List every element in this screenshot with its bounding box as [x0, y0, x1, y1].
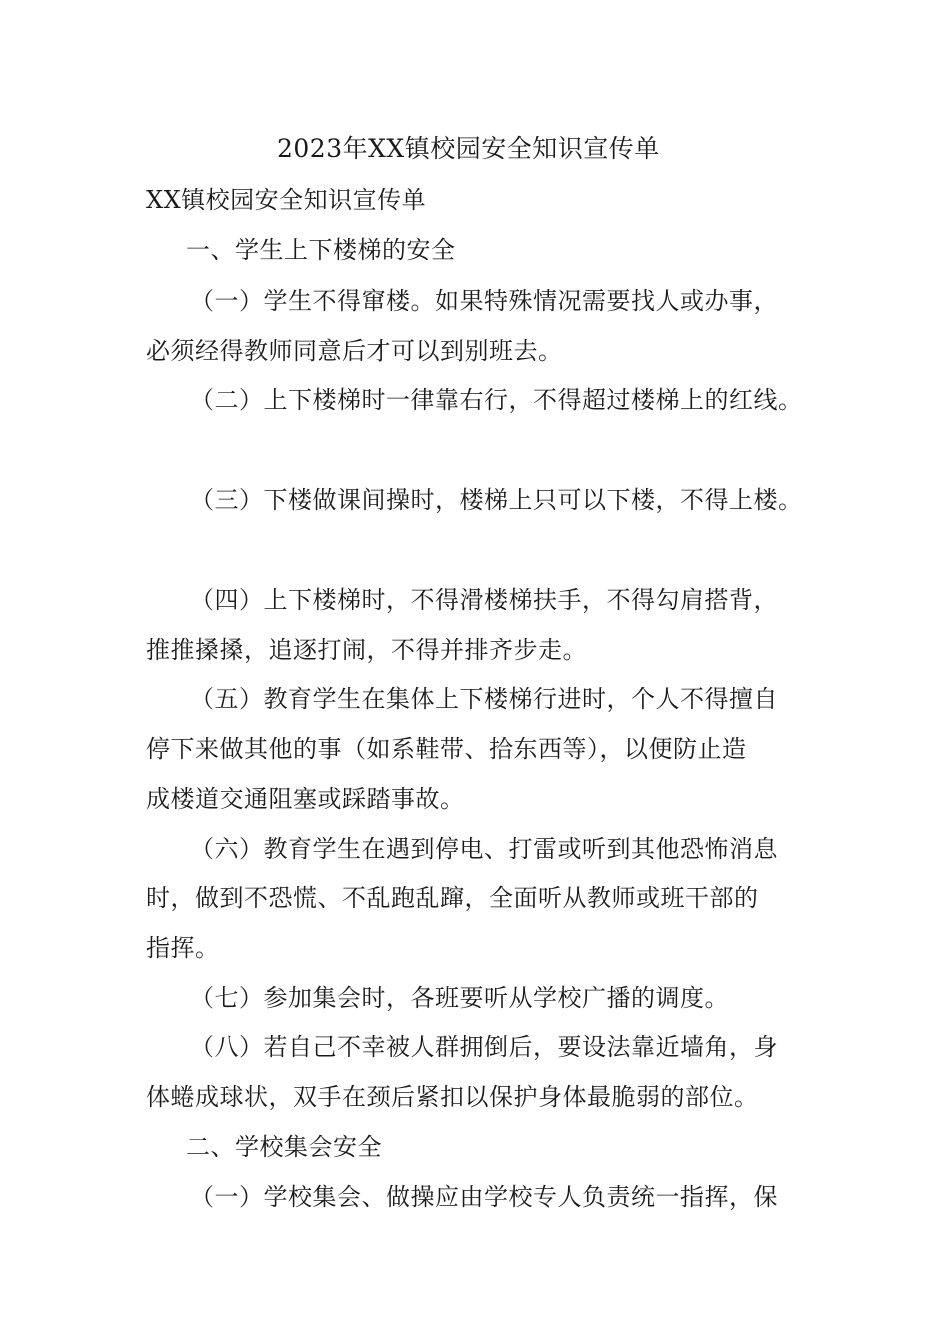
section1-item6-line1: （六）教育学生在遇到停电、打雷或听到其他恐怖消息 [190, 835, 778, 863]
section1-item8-line1: （八）若自己不幸被人群拥倒后，要设法靠近墙角，身 [190, 1033, 778, 1061]
section1-item1-line1: （一）学生不得窜楼。如果特殊情况需要找人或办事， [190, 287, 778, 315]
section1-item2: （二）上下楼梯时一律靠右行，不得超过楼梯上的红线。 [190, 386, 803, 414]
section2-heading: 二、学校集会安全 [186, 1133, 382, 1161]
section1-item5-line3: 成楼道交通阻塞或踩踏事故。 [146, 785, 465, 813]
section2-item1-line1: （一）学校集会、做操应由学校专人负责统一指挥，保 [190, 1183, 778, 1211]
document-subtitle: XX镇校园安全知识宣传单 [146, 186, 427, 214]
section1-item1-line2: 必须经得教师同意后才可以到别班去。 [146, 337, 563, 365]
section1-heading: 一、学生上下楼梯的安全 [186, 236, 456, 264]
section1-item5-line2: 停下来做其他的事（如系鞋带、拾东西等），以便防止造 [146, 735, 747, 763]
section1-item8-line2: 体蜷成球状，双手在颈后紧扣以保护身体最脆弱的部位。 [146, 1083, 759, 1111]
section1-item6-line3: 指挥。 [146, 934, 220, 962]
document-title: 2023年XX镇校园安全知识宣传单 [277, 134, 660, 163]
section1-item5-line1: （五）教育学生在集体上下楼梯行进时，个人不得擅自 [190, 685, 778, 713]
section1-item4-line1: （四）上下楼梯时，不得滑楼梯扶手，不得勾肩搭背， [190, 586, 778, 614]
section1-item7: （七）参加集会时，各班要听从学校广播的调度。 [190, 984, 729, 1012]
section1-item6-line2: 时，做到不恐慌、不乱跑乱蹿，全面听从教师或班干部的 [146, 884, 759, 912]
section1-item3: （三）下楼做课间操时，楼梯上只可以下楼，不得上楼。 [190, 486, 803, 514]
section1-item4-line2: 推推搡搡，追逐打闹，不得并排齐步走。 [146, 636, 587, 664]
